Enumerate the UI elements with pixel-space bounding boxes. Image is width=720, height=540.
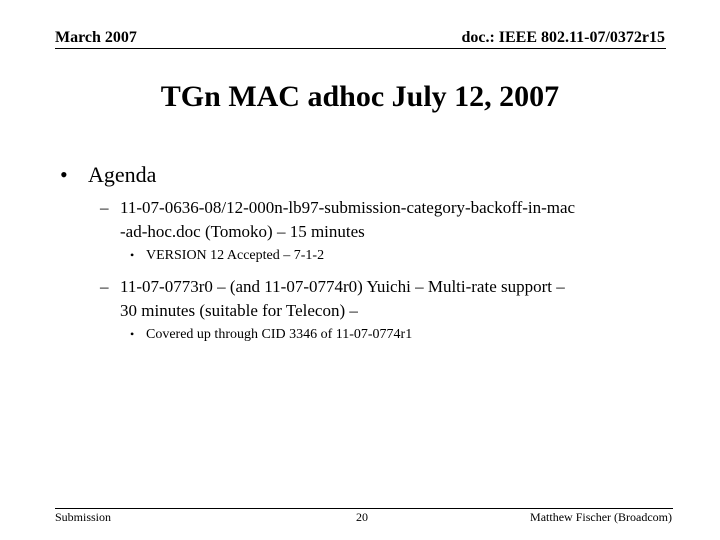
agenda-item-2-sub [130, 327, 412, 343]
bullet-dot: • [130, 248, 135, 262]
header-doc-id: doc.: IEEE 802.11-07/0372r15 [461, 29, 665, 46]
agenda-heading [60, 162, 156, 188]
agenda-item-1 [100, 196, 670, 244]
agenda-item-1-sub [130, 248, 324, 264]
bullet-dot: • [60, 162, 68, 187]
header-divider [55, 48, 666, 49]
agenda-item-2-sub-text: Covered up through CID 3346 of 11-07-0774r1 [146, 327, 413, 342]
agenda-item-2 [100, 275, 670, 323]
agenda-item-2-line1: 11-07-0773r0 – (and 11-07-0774r0) Yuichi – Multi-rate support – [120, 277, 565, 296]
header-date: March 2007 [55, 29, 137, 46]
dash-marker: – [100, 277, 109, 296]
slide-title: TGn MAC adhoc July 12, 2007 [160, 80, 560, 113]
agenda-item-1-line2: -ad-hoc.doc (Tomoko) – 15 minutes [120, 222, 365, 241]
footer-page-number: 20 [356, 510, 368, 524]
footer-divider [55, 508, 673, 509]
agenda-item-2-line2: 30 minutes (suitable for Telecon) – [120, 301, 358, 320]
bullet-dot: • [130, 327, 135, 341]
agenda-item-1-sub-text: VERSION 12 Accepted – 7-1-2 [146, 248, 325, 263]
footer-author: Matthew Fischer (Broadcom) [530, 510, 672, 524]
agenda-item-1-line1: 11-07-0636-08/12-000n-lb97-submission-category-backoff-in-mac [120, 198, 576, 217]
footer-submission: Submission [55, 510, 112, 524]
agenda-label: Agenda [88, 162, 157, 187]
dash-marker: – [100, 198, 109, 217]
